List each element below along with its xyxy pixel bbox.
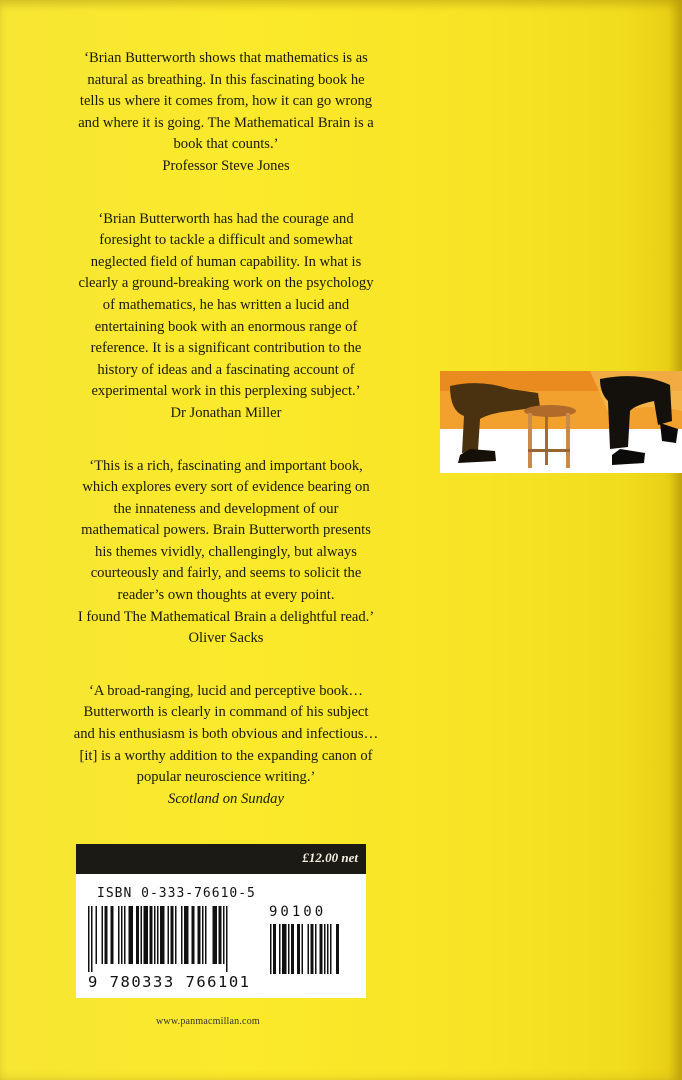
- quote-line: ‘Brian Butterworth shows that mathematics is as: [84, 50, 368, 66]
- barcode-bar: [327, 924, 329, 974]
- quote-line: ‘Brian Butterworth has had the courage and: [98, 210, 354, 227]
- barcode-bar: [96, 906, 98, 964]
- barcode-bar: [124, 906, 126, 964]
- quote-line: and where it is going. The Mathematical Brain is a: [78, 114, 374, 131]
- quote-line: foresight to tackle a difficult and somewhat: [99, 232, 353, 249]
- barcode-bar: [136, 906, 139, 964]
- quote-line: history of ideas and a fascinating account of: [97, 361, 355, 378]
- barcode-bar: [141, 906, 143, 964]
- barcode-bar: [171, 906, 174, 964]
- quote-line: I found The Mathematical Brain a delightful read.’: [77, 608, 375, 625]
- barcode-bar: [282, 924, 287, 974]
- quote-line: his themes vividly, challengingly, but always: [95, 543, 357, 560]
- quote-line: clearly a ground-breaking work on the psychology: [78, 275, 374, 292]
- barcode-bar: [330, 924, 332, 974]
- barcode-bar: [175, 906, 177, 964]
- barcode-bar: [223, 906, 225, 964]
- barcode-bar: [111, 906, 114, 964]
- barcode-bar: [213, 906, 218, 964]
- quote-line: the innateness and development of our: [113, 500, 339, 517]
- quote-source: Oliver Sacks: [188, 630, 264, 647]
- quote-line: neglected field of human capability. In what is: [90, 253, 362, 270]
- barcode-box: [76, 874, 366, 998]
- barcode-bar: [302, 924, 304, 974]
- price-bar: [76, 844, 366, 874]
- cover-photo-strip: [440, 371, 682, 473]
- price-label: £12.00 net: [302, 850, 358, 865]
- barcode-bar: [150, 906, 153, 964]
- quote-line: ‘This is a rich, fascinating and important book,: [89, 457, 363, 474]
- quote-line: natural as breathing. In this fascinating book he: [87, 71, 365, 88]
- barcode-bar: [288, 924, 290, 974]
- quote-line: courteously and fairly, and seems to solicit the: [90, 565, 362, 582]
- isbn-label: ISBN 0-333-76610-5: [97, 886, 256, 901]
- barcode-bar: [129, 906, 134, 964]
- quote-line: mathematical powers. Brain Butterworth presents: [81, 522, 371, 539]
- barcode-bar: [297, 924, 300, 974]
- cover-edge-shadow: [668, 0, 682, 1080]
- barcode-bar: [320, 924, 323, 974]
- quote-line: experimental work in this perplexing subject.’: [91, 383, 361, 400]
- quote-line: reference. It is a significant contribution to the: [90, 340, 362, 357]
- barcode-bar: [154, 906, 156, 964]
- barcode-bar: [219, 906, 222, 964]
- quote-steve-jones: [46, 48, 406, 178]
- review-quotes: [46, 48, 406, 894]
- quote-line: which explores every sort of evidence bearing on: [82, 479, 370, 496]
- barcode-bar: [184, 906, 189, 964]
- barcode-bar: [181, 906, 183, 964]
- barcode-bar: [157, 906, 159, 964]
- quote-line: and his enthusiasm is both obvious and infectious…: [73, 726, 379, 743]
- quote-source: Dr Jonathan Miller: [170, 404, 282, 421]
- barcode-bar: [270, 924, 272, 974]
- barcode-bar: [121, 906, 123, 964]
- barcode-bar: [315, 924, 317, 974]
- barcode-bar: [324, 924, 326, 974]
- barcode-bar: [160, 906, 165, 964]
- quote-line: popular neuroscience writing.’: [136, 769, 316, 786]
- photo-illustration: [440, 371, 682, 473]
- barcode-bar: [291, 924, 294, 974]
- barcode-bar: [226, 906, 228, 972]
- quote-line: reader’s own thoughts at every point.: [117, 587, 335, 604]
- barcode-bar: [91, 906, 93, 972]
- ean-digits-label: 9 780333 766101: [88, 973, 251, 991]
- quote-oliver-sacks: [46, 456, 406, 650]
- addon-code-label: 90100: [269, 904, 327, 920]
- barcode-bar: [118, 906, 120, 964]
- barcode-bar: [198, 906, 201, 964]
- quote-line: entertaining book with an enormous range of: [94, 318, 358, 335]
- quote-line: book that counts.’: [173, 136, 279, 153]
- quote-jonathan-miller: [46, 209, 406, 425]
- barcode-bar: [273, 924, 276, 974]
- barcode-bar: [192, 906, 195, 964]
- barcode-bar: [311, 924, 314, 974]
- barcode-bar: [144, 906, 149, 964]
- barcode-bar: [308, 924, 310, 974]
- barcode-bar: [168, 906, 170, 964]
- quote-line: tells us where it comes from, how it can go wrong: [79, 93, 373, 110]
- barcode-bar: [336, 924, 339, 974]
- quote-line: of mathematics, he has written a lucid and: [102, 296, 350, 313]
- barcode-bar: [279, 924, 281, 974]
- barcode-bar: [102, 906, 104, 964]
- barcode-bar: [88, 906, 90, 972]
- barcode-bar: [205, 906, 207, 964]
- addon-barcode: [270, 924, 350, 982]
- publisher-website: www.panmacmillan.com: [156, 1016, 260, 1027]
- quote-scotland-on-sunday: [46, 681, 406, 811]
- quote-line: ‘A broad-ranging, lucid and perceptive book…: [89, 682, 363, 699]
- ean-barcode: [88, 906, 268, 980]
- quote-source: Professor Steve Jones: [162, 157, 290, 174]
- quote-source: Scotland on Sunday: [168, 790, 284, 807]
- barcode-bar: [202, 906, 204, 964]
- quote-line: [it] is a worthy addition to the expanding canon of: [79, 747, 373, 764]
- barcode-bar: [105, 906, 108, 964]
- quote-line: Butterworth is clearly in command of his subject: [83, 704, 369, 721]
